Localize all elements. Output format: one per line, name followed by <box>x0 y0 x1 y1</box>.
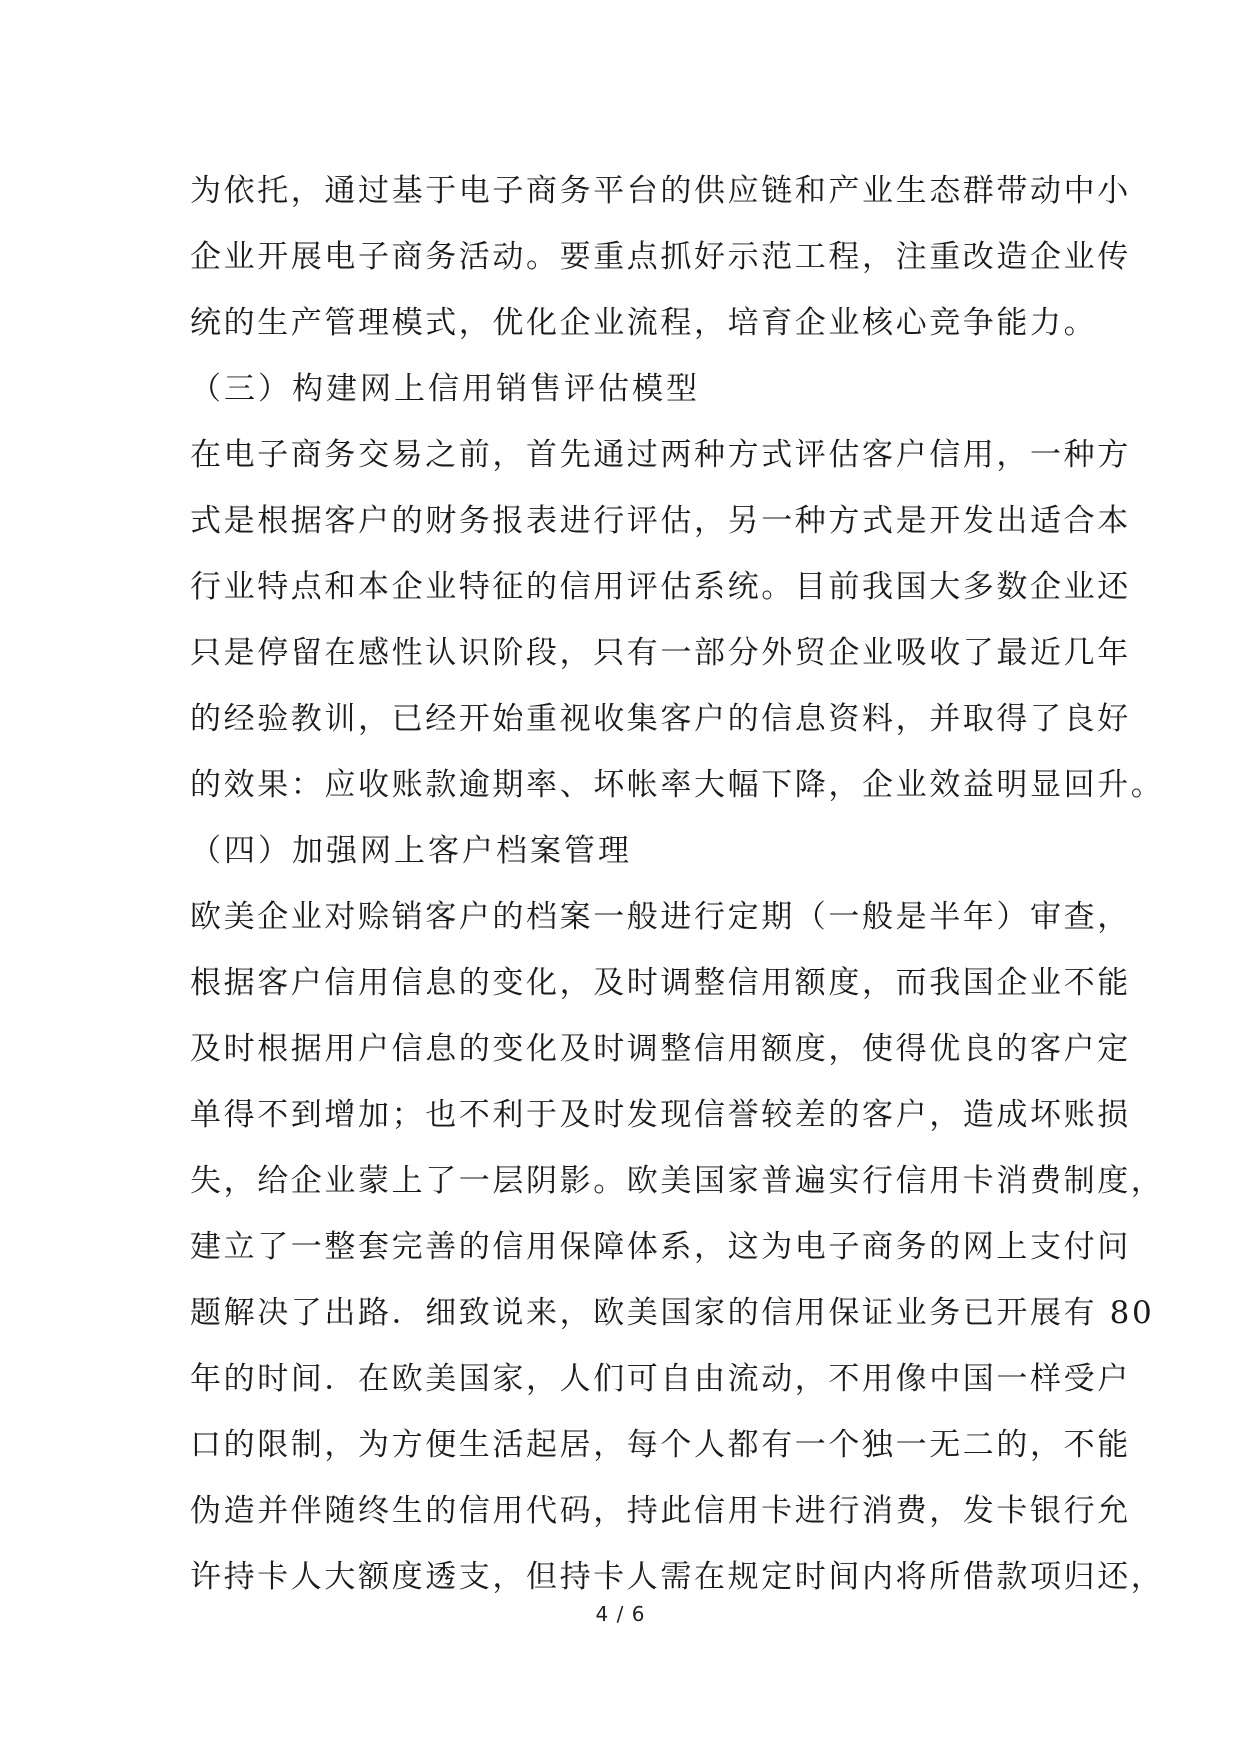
body-line: 年的时间．在欧美国家，人们可自由流动，不用像中国一样受户 <box>190 1361 1131 1397</box>
body-line: 及时根据用户信息的变化及时调整信用额度，使得优良的客户定 <box>190 1031 1131 1067</box>
section-heading-4: （四）加强网上客户档案管理 <box>190 833 632 869</box>
body-line: 为依托，通过基于电子商务平台的供应链和产业生态群带动中小 <box>190 173 1131 209</box>
body-line: 只是停留在感性认识阶段，只有一部分外贸企业吸收了最近几年 <box>190 635 1131 671</box>
body-line: 根据客户信用信息的变化，及时调整信用额度，而我国企业不能 <box>190 965 1131 1001</box>
body-line: 单得不到增加；也不利于及时发现信誉较差的客户，造成坏账损 <box>190 1097 1131 1133</box>
body-line: 统的生产管理模式，优化企业流程，培育企业核心竞争能力。 <box>190 305 1098 341</box>
document-body <box>190 158 1165 1610</box>
body-line: 企业开展电子商务活动。要重点抓好示范工程，注重改造企业传 <box>190 239 1131 275</box>
body-line: 题解决了出路．细致说来，欧美国家的信用保证业务已开展有 80 <box>190 1295 1155 1331</box>
body-line: 的经验教训，已经开始重视收集客户的信息资料，并取得了良好 <box>190 701 1131 737</box>
body-line: 失，给企业蒙上了一层阴影。欧美国家普遍实行信用卡消费制度， <box>190 1163 1165 1199</box>
body-line: 伪造并伴随终生的信用代码，持此信用卡进行消费，发卡银行允 <box>190 1493 1131 1529</box>
body-line: 的效果：应收账款逾期率、坏帐率大幅下降，企业效益明显回升。 <box>190 767 1165 803</box>
body-line: 行业特点和本企业特征的信用评估系统。目前我国大多数企业还 <box>190 569 1131 605</box>
page-number: 4 / 6 <box>595 1602 646 1626</box>
body-line: 建立了一整套完善的信用保障体系，这为电子商务的网上支付问 <box>190 1229 1131 1265</box>
body-line: 式是根据客户的财务报表进行评估，另一种方式是开发出适合本 <box>190 503 1131 539</box>
body-line: 欧美企业对赊销客户的档案一般进行定期（一般是半年）审查， <box>190 899 1131 935</box>
body-line: 在电子商务交易之前，首先通过两种方式评估客户信用，一种方 <box>190 437 1131 473</box>
section-heading-3: （三）构建网上信用销售评估模型 <box>190 371 700 407</box>
body-line: 许持卡人大额度透支，但持卡人需在规定时间内将所借款项归还， <box>190 1559 1165 1595</box>
body-line: 口的限制，为方便生活起居，每个人都有一个独一无二的，不能 <box>190 1427 1131 1463</box>
